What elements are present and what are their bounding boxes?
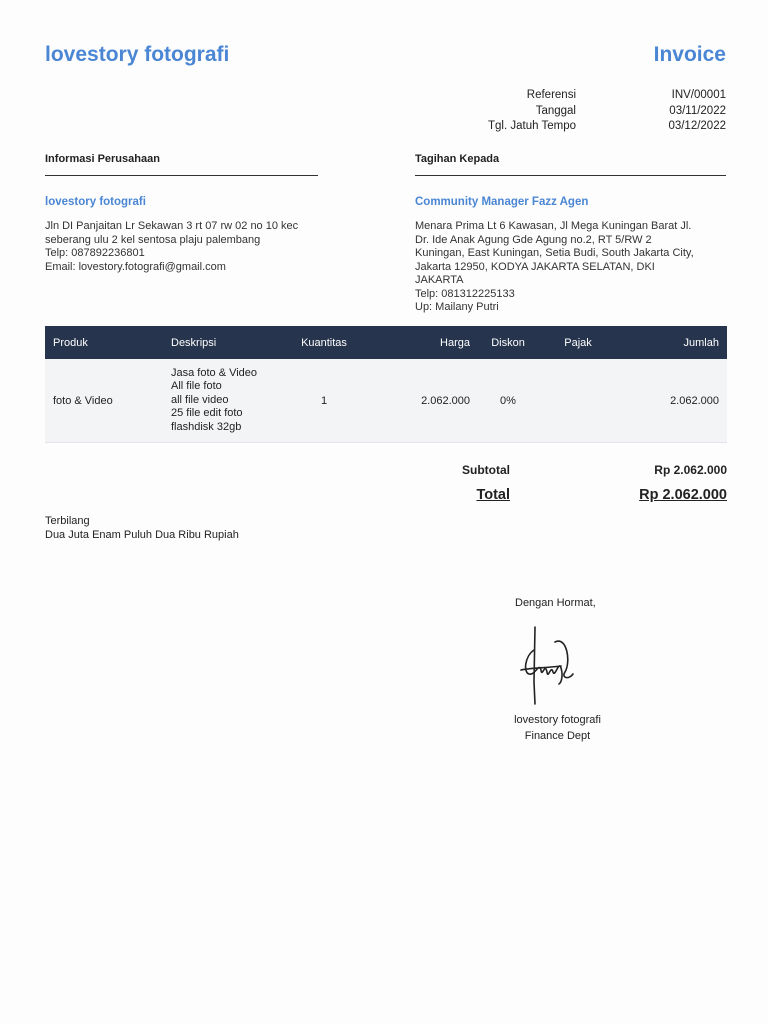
phone-line: Telp: 087892236801	[45, 247, 145, 259]
meta-value: 03/11/2022	[669, 104, 726, 117]
header-amount: Jumlah	[683, 336, 719, 349]
subtotal-label: Subtotal	[462, 463, 510, 477]
brand-title: lovestory fotografi	[45, 43, 230, 66]
meta-value: 03/12/2022	[668, 120, 726, 132]
billto-name: Community Manager Fazz Agen	[415, 196, 589, 208]
amount-in-words	[45, 514, 239, 542]
amount-in-words-label: Terbilang	[45, 515, 90, 527]
address-line: JAKARTA	[415, 274, 464, 286]
handwritten-signature-icon	[515, 622, 585, 712]
address-line: Kuningan, East Kuningan, Setia Budi, South Jakarta City,	[415, 247, 694, 259]
meta-row-date	[430, 104, 726, 120]
address-line: Jakarta 12950, KODYA JAKARTA SELATAN, DKI	[415, 260, 655, 273]
address-line: Menara Prima Lt 6 Kawasan, Jl Mega Kuningan Barat Jl.	[415, 220, 692, 232]
company-name: lovestory fotografi	[45, 196, 146, 208]
company-address	[45, 220, 335, 274]
signer-name: lovestory fotografi	[514, 714, 601, 726]
cell-product: foto & Video	[53, 394, 113, 407]
description-line: Jasa foto & Video	[171, 366, 258, 379]
cell-amount: 2.062.000	[670, 394, 719, 407]
total-value: Rp 2.062.000	[639, 487, 727, 503]
document-title: Invoice	[653, 43, 726, 66]
cell-description	[163, 367, 283, 435]
signer-department: Finance Dept	[524, 730, 591, 742]
meta-value: INV/00001	[671, 89, 726, 101]
total-label: Total	[476, 487, 510, 503]
attention-line: Up: Mailany Putri	[415, 301, 499, 313]
header-quantity: Kuantitas	[301, 336, 347, 349]
meta-label: Tgl. Jatuh Tempo	[487, 120, 576, 132]
description-line: flashdisk 32gb	[171, 420, 242, 433]
header-tax: Pajak	[564, 336, 592, 349]
closing-greeting: Dengan Hormat,	[515, 597, 596, 609]
amount-in-words-text: Dua Juta Enam Puluh Dua Ribu Rupiah	[45, 529, 239, 541]
meta-label: Tanggal	[535, 104, 576, 117]
meta-row-reference	[430, 88, 726, 104]
cell-price: 2.062.000	[421, 394, 470, 407]
address-line: Jln DI Panjaitan Lr Sekawan 3 rt 07 rw 02 no 10 kec	[45, 220, 299, 232]
email-line: Email: lovestory.fotografi@gmail.com	[45, 260, 226, 273]
header-description: Deskripsi	[171, 336, 217, 349]
description-line: all file video	[171, 393, 229, 406]
billto-address	[415, 220, 725, 315]
header-price: Harga	[440, 336, 470, 349]
invoice-meta	[430, 88, 726, 135]
header-discount: Diskon	[491, 336, 525, 349]
meta-label: Referensi	[526, 89, 576, 101]
description-line: All file foto	[171, 380, 222, 393]
cell-quantity: 1	[320, 394, 328, 407]
address-line: seberang ulu 2 kel sentosa plaju palembang	[45, 233, 261, 246]
header-product: Produk	[53, 336, 88, 349]
meta-row-due-date	[430, 119, 726, 135]
address-line: Dr. Ide Anak Agung Gde Agung no.2, RT 5/RW 2	[415, 233, 652, 246]
cell-discount: 0%	[500, 394, 516, 407]
company-section-heading: Informasi Perusahaan	[45, 153, 318, 176]
table-header	[45, 326, 727, 359]
phone-line: Telp: 081312225133	[415, 287, 515, 300]
description-line: 25 file edit foto	[171, 407, 243, 420]
subtotal-value: Rp 2.062.000	[654, 463, 727, 477]
table-row	[45, 359, 727, 443]
line-items-table	[45, 326, 727, 443]
billto-section-heading: Tagihan Kepada	[415, 153, 726, 176]
